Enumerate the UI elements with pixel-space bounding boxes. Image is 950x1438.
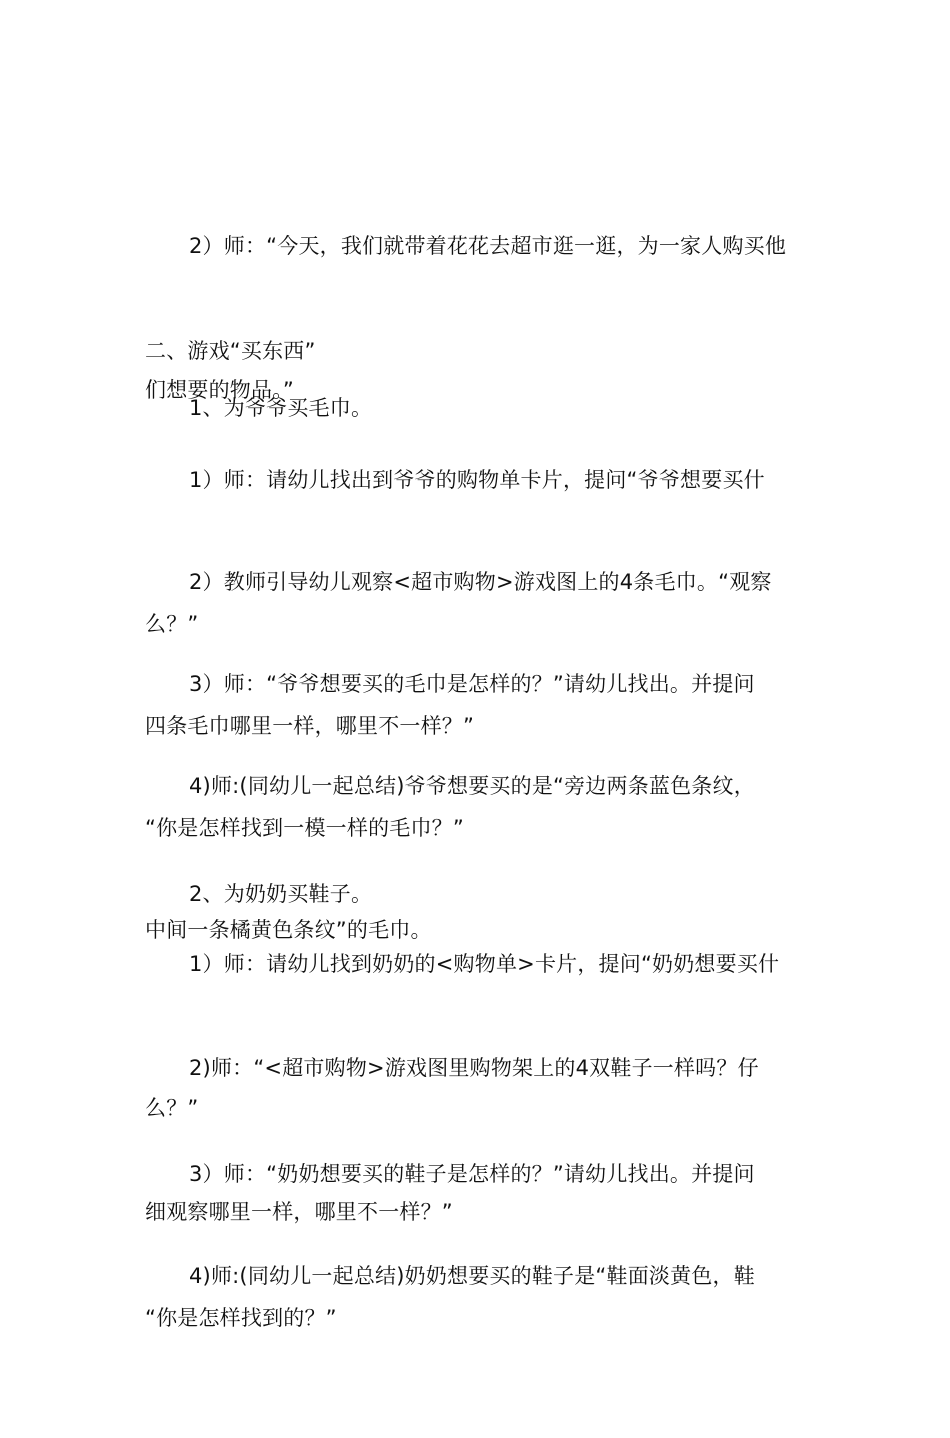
paragraph-towel-1-line-1: 1）师：请幼儿找出到爷爷的购物单卡片，提问“爷爷想要买什: [189, 468, 765, 492]
paragraph-shoes-4: [145, 1156, 810, 1396]
paragraph-towel-1-line-2: 么？”: [145, 612, 199, 636]
paragraph-towel-2-line-2: 四条毛巾哪里一样，哪里不一样？”: [145, 714, 475, 738]
paragraph-towel-3-line-1: 3）师：“爷爷想要买的毛巾是怎样的？”请幼儿找出。并提问: [189, 672, 755, 696]
paragraph-shoes-1-line-2: 么？”: [145, 1096, 199, 1120]
section-heading-line: 二、游戏“买东西”: [145, 339, 316, 363]
paragraph-towel-4-line-1: 4)师:(同幼儿一起总结)爷爷想要买的是“旁边两条蓝色条纹，: [189, 774, 755, 798]
paragraph-shoes-2-line-1: 2)师：“<超市购物>游戏图里购物架上的4双鞋子一样吗？仔: [189, 1056, 759, 1080]
paragraph-shoes-1-line-1: 1）师：请幼儿找到奶奶的<购物单>卡片，提问“奶奶想要买什: [189, 952, 780, 976]
paragraph-shoes-3-line-2: “你是怎样找到的？”: [145, 1306, 337, 1330]
subsection-towel-line: 1、为爷爷买毛巾。: [189, 396, 373, 420]
paragraph-towel-2-line-1: 2）教师引导幼儿观察<超市购物>游戏图上的4条毛巾。“观察: [189, 570, 772, 594]
paragraph-towel-4-line-2: 中间一条橘黄色条纹”的毛巾。: [145, 918, 432, 942]
paragraph-1-line-1: 2）师：“今天，我们就带着花花去超市逛一逛，为一家人购买他: [189, 234, 787, 258]
paragraph-1-line-2: 们想要的物品。”: [145, 378, 294, 402]
paragraph-shoes-3-line-1: 3）师：“奶奶想要买的鞋子是怎样的？”请幼儿找出。并提问: [189, 1162, 755, 1186]
paragraph-shoes-2-line-2: 细观察哪里一样，哪里不一样？”: [145, 1200, 453, 1224]
paragraph-shoes-4-line-1: 4)师:(同幼儿一起总结)奶奶想要买的鞋子是“鞋面淡黄色，鞋: [189, 1264, 755, 1288]
paragraph-towel-3-line-2: “你是怎样找到一模一样的毛巾？”: [145, 816, 464, 840]
subsection-shoes-line: 2、为奶奶买鞋子。: [189, 882, 373, 906]
